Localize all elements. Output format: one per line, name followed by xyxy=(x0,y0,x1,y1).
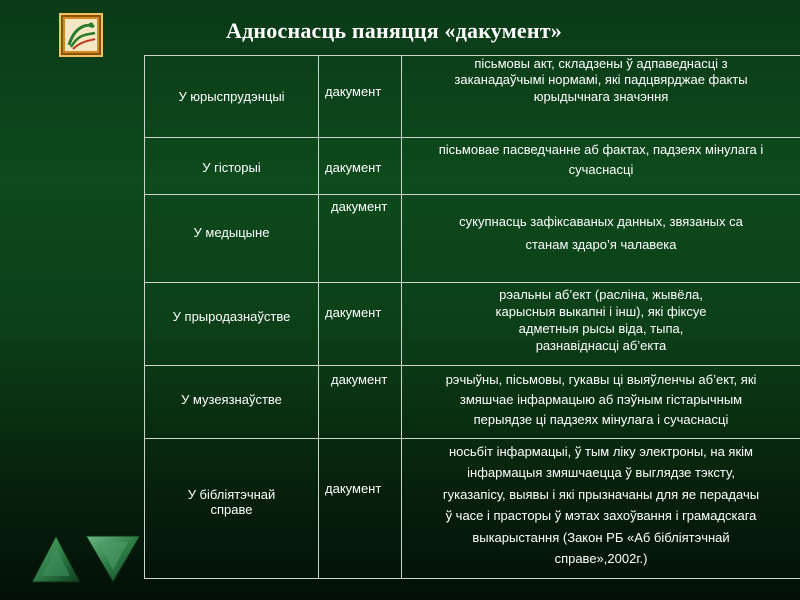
definition-cell xyxy=(402,138,800,195)
table-row xyxy=(145,283,800,366)
definition-line: рэальны аб’ект (расліна, жывёла, xyxy=(499,287,703,302)
definition-cell xyxy=(402,366,800,439)
leaf-swirl-logo-icon xyxy=(61,15,101,55)
definition-line: носьбіт інфармацыі, ў тым ліку электроны, на якім xyxy=(449,444,753,459)
definition-line: гуказапісу, выявы і які прызначаны для яе перадачы xyxy=(442,486,760,502)
definition-line: станам здаро’я чалавека xyxy=(525,236,677,252)
definition-line: заканадаўчымі нормамі, які падцвярджае факты xyxy=(454,72,748,88)
definition-line: сукупнасць зафіксаваных данных, звязаных са xyxy=(459,214,743,229)
term-cell: дакумент xyxy=(319,366,402,439)
definition-line: юрыдычнага значэння xyxy=(533,88,669,104)
field-cell: У гісторыі xyxy=(145,138,319,195)
field-line: справе xyxy=(210,502,253,517)
definition-cell xyxy=(402,283,800,366)
table-row xyxy=(145,439,800,579)
table-row xyxy=(145,366,800,439)
definition-line: змяшчае інфармацыю аб пэўным гістарычным xyxy=(459,392,743,408)
definition-line: выкарыстання (Закон РБ «Аб бібліятэчнай xyxy=(472,529,730,545)
definition-line: справе»,2002г.) xyxy=(554,551,648,567)
term-cell: дакумент xyxy=(319,439,402,579)
page-title: Адноснасць паняцця «дакумент» xyxy=(226,18,562,43)
green-marble-triangle-up-icon xyxy=(30,534,82,584)
definition-line: карысныя выкапні і інш), які фіксуе xyxy=(495,303,707,319)
definition-cell xyxy=(402,56,800,138)
definition-cell xyxy=(402,439,800,579)
field-cell: У медыцыне xyxy=(145,195,319,283)
term-cell: дакумент xyxy=(319,195,402,283)
field-cell xyxy=(145,439,319,579)
table-row xyxy=(145,195,800,283)
table-row xyxy=(145,138,800,195)
definitions-table xyxy=(144,55,800,579)
definition-line: адметныя рысы віда, тыпа, xyxy=(518,320,684,336)
definition-line: ў часе і прасторы ў мэтах захоўвання і грамадскага xyxy=(445,508,757,524)
table-row xyxy=(145,56,800,138)
field-cell: У музеязнаўстве xyxy=(145,366,319,439)
definition-line: перыядзе ці падзеях мінулага і сучаснасці xyxy=(473,412,729,428)
definition-cell xyxy=(402,195,800,283)
term-cell: дакумент xyxy=(319,138,402,195)
definition-line: пісьмовае пасведчанне аб фактах, падзеях мінулага і xyxy=(438,142,764,157)
definition-line: інфармацыя змяшчаецца ў выглядзе тэксту, xyxy=(467,465,735,481)
definition-line: рэчыўны, пісьмовы, гукавы ці выяўленчы аб’ект, які xyxy=(445,372,757,387)
field-cell: У прыродазнаўстве xyxy=(145,283,319,366)
green-marble-triangle-down-icon xyxy=(84,534,142,584)
term-cell: дакумент xyxy=(319,56,402,138)
field-cell: У юрыспрудэнцыі xyxy=(145,56,319,138)
logo xyxy=(59,13,103,57)
definition-line: разнавіднасці аб’екта xyxy=(535,337,667,353)
field-line: У бібліятэчнай xyxy=(187,487,276,502)
term-cell: дакумент xyxy=(319,283,402,366)
definition-line: пісьмовы акт, складзены ў адпаведнасці з xyxy=(474,56,728,71)
definition-line: сучаснасці xyxy=(568,162,634,178)
